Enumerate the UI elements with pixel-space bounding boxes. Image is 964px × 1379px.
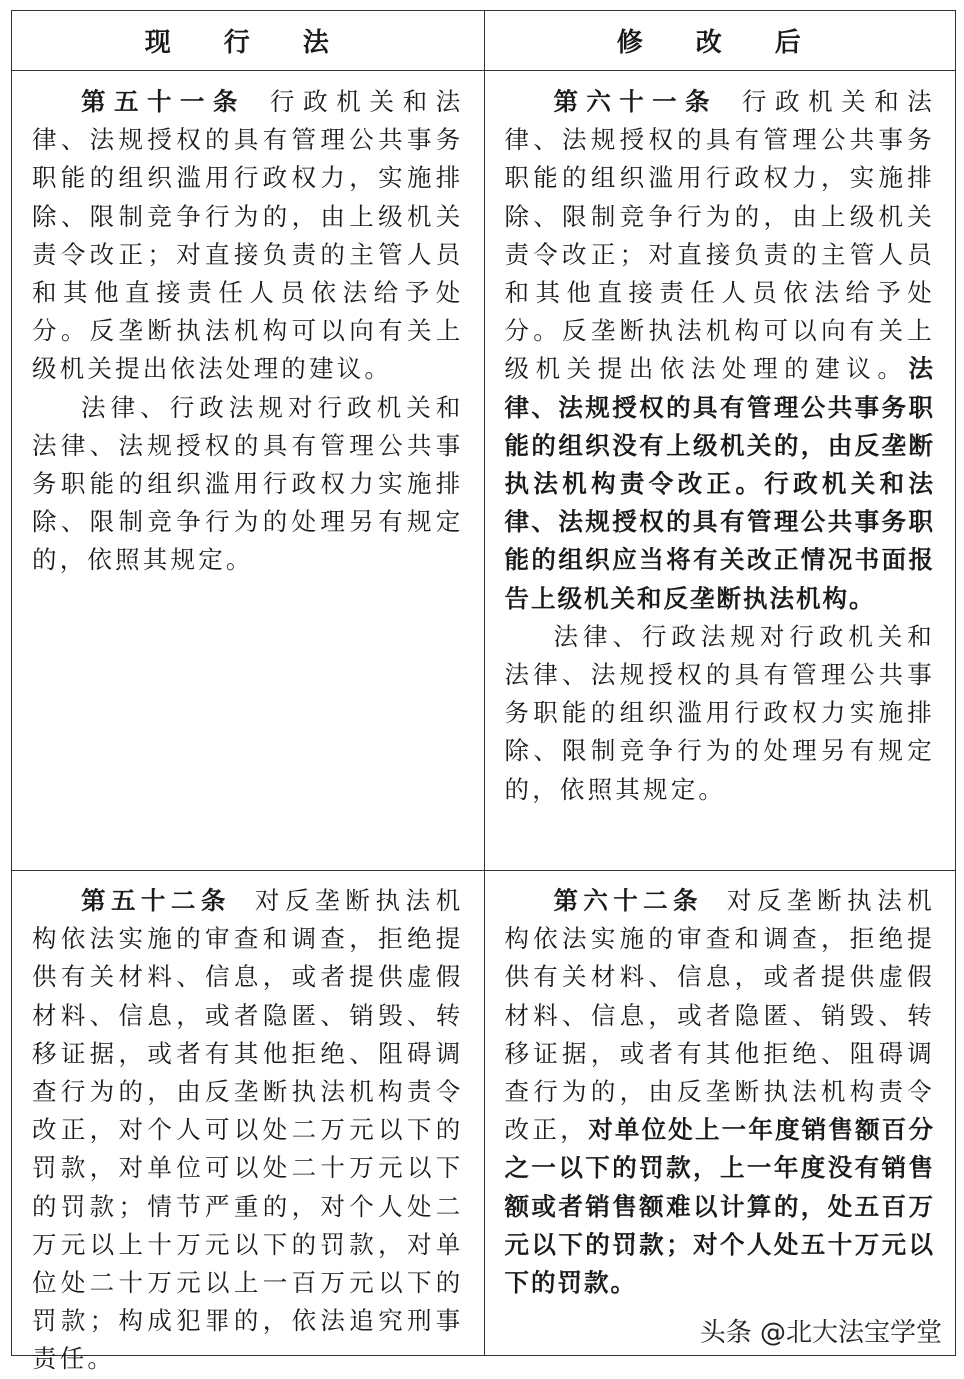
header-current-law: 现 行 法 bbox=[144, 28, 351, 58]
cell-current-law bbox=[12, 71, 484, 870]
paragraph bbox=[505, 83, 936, 618]
amended-text-bold: 法律、法规授权的具有管理公共事务职能的组织没有上级机关的，由反垄断执法机构责令改正。行政机关和法律、法规授权的具有管理公共事务职能的组织应当将有关改正情况书面报告上级机关和反垄断执法机构。 bbox=[504, 354, 935, 613]
table-row bbox=[12, 71, 955, 871]
watermark: 头条 @北大法宝学堂 bbox=[699, 1318, 942, 1348]
paragraph bbox=[32, 882, 464, 1379]
paragraph: 法律、行政法规对行政机关和法律、法规授权的具有管理公共事务职能的组织滥用行政权力实施排除、限制竞争行为的处理另有规定的，依照其规定。 bbox=[32, 392, 464, 575]
paragraph bbox=[32, 83, 464, 389]
paragraph-text: 行政机关和法律、法规授权的具有管理公共事务职能的组织滥用行政权力，实施排除、限制竞争行为的，由上级机关责令改正；对直接负责的主管人员和其他直接责任人员依法给予处分。反垄断执法机构可以向有关上级机关提出依法处理的建议。 bbox=[32, 87, 464, 384]
header-amended: 修 改 后 bbox=[484, 11, 956, 70]
table-header-row bbox=[12, 11, 955, 71]
article-number: 第五十一条 bbox=[81, 87, 246, 116]
paragraph: 法律、行政法规对行政机关和法律、法规授权的具有管理公共事务职能的组织滥用行政权力实施排除、限制竞争行为的处理另有规定的，依照其规定。 bbox=[504, 621, 935, 804]
paragraph-text: 对反垄断执法机构依法实施的审查和调查，拒绝提供有关材料、信息，或者提供虚假材料、信息，或者隐匿、销毁、转移证据，或者有其他拒绝、阻碍调查行为的，由反垄断执法机构责令改正，对个人可以处二万元以下的罚款，对单位可以处二十万元以下的罚款；情节严重的，对个人处二万元以上十万元以下的罚款，对单位处二十万元以上一百万元以下的罚款；构成犯罪的，依法追究刑事责任。 bbox=[32, 886, 464, 1374]
article-number: 第六十二条 bbox=[553, 886, 703, 915]
cell-amended bbox=[484, 71, 956, 870]
comparison-table bbox=[11, 10, 956, 1374]
article-number: 第五十二条 bbox=[81, 886, 231, 915]
cell-amended bbox=[484, 871, 956, 1355]
cell-current-law bbox=[12, 871, 484, 1374]
table-row bbox=[12, 871, 955, 1374]
paragraph bbox=[505, 882, 936, 1302]
amended-text-bold: 对单位处上一年度销售额百分之一以下的罚款，上一年度没有销售额或者销售额难以计算的，处五百万元以下的罚款；对个人处五十万元以下的罚款。 bbox=[504, 1115, 935, 1298]
paragraph-text: 对反垄断执法机构依法实施的审查和调查，拒绝提供有关材料、信息，或者提供虚假材料、信息，或者隐匿、销毁、转移证据，或者有其他拒绝、阻碍调查行为的，由反垄断执法机构责令改正， bbox=[504, 886, 936, 1145]
paragraph-text: 行政机关和法律、法规授权的具有管理公共事务职能的组织滥用行政权力，实施排除、限制竞争行为的，由上级机关责令改正；对直接负责的主管人员和其他直接责任人员依法给予处分。反垄断执法机构可以向有关上级机关提出依法处理的建议。 bbox=[504, 87, 936, 384]
article-number: 第六十一条 bbox=[553, 87, 718, 116]
